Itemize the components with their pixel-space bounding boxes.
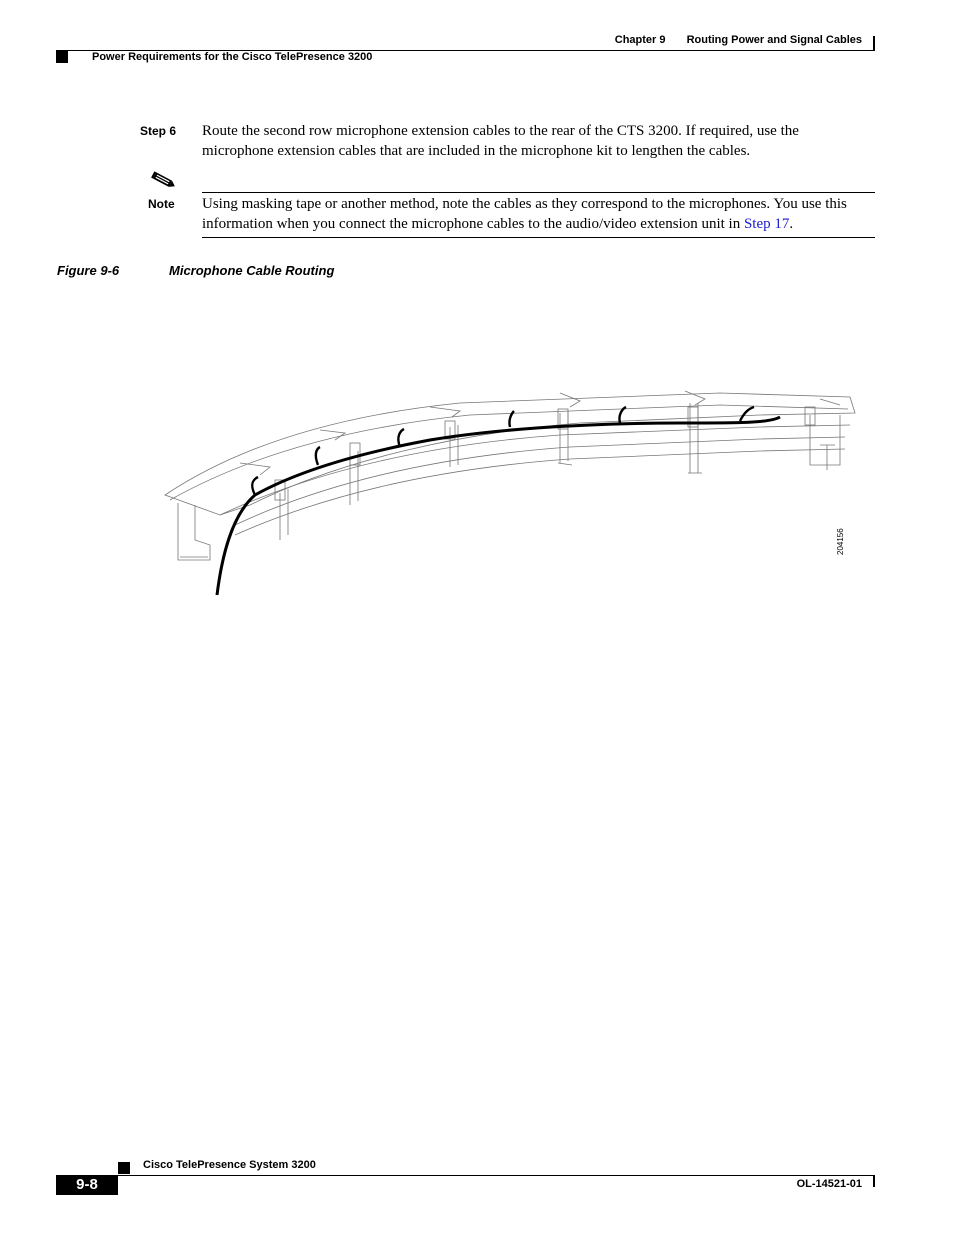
microphone-cable-routing-illustration bbox=[160, 385, 860, 600]
step-17-link[interactable]: Step 17 bbox=[743, 216, 790, 232]
running-header-right bbox=[615, 34, 862, 46]
footer-rule bbox=[56, 1175, 875, 1176]
note-text bbox=[202, 194, 875, 234]
note-text-before: Using masking tape or another method, note the cables as they correspond to the microphones. You use this information when you connect the microphone cables to the audio/video extension unit in bbox=[202, 196, 847, 232]
pencil-icon bbox=[150, 170, 178, 192]
page-number: 9-8 bbox=[56, 1175, 118, 1195]
footer-marker-bar bbox=[873, 1175, 875, 1187]
step-label: Step 6 bbox=[140, 124, 177, 138]
book-title: Cisco TelePresence System 3200 bbox=[143, 1159, 316, 1171]
document-number: OL-14521-01 bbox=[796, 1178, 862, 1190]
footer-marker-square bbox=[118, 1162, 130, 1174]
chapter-title: Routing Power and Signal Cables bbox=[686, 34, 862, 46]
note-text-after: . bbox=[789, 216, 794, 232]
figure-id: 204156 bbox=[836, 528, 845, 555]
figure-number: Figure 9-6 bbox=[57, 263, 120, 278]
note-label: Note bbox=[148, 197, 175, 211]
note-rule-top bbox=[202, 192, 875, 193]
step-text: Route the second row microphone extension cables to the rear of the CTS 3200. If required, use the microphone extension cables that are included in the microphone kit to lengthen the cables. bbox=[202, 123, 799, 159]
header-marker-square bbox=[56, 51, 68, 63]
chapter-number: Chapter 9 bbox=[614, 34, 666, 46]
note-rule-bottom bbox=[202, 237, 875, 238]
section-title: Power Requirements for the Cisco TelePresence 3200 bbox=[92, 51, 373, 63]
header-marker-bar bbox=[873, 36, 875, 50]
figure-title: Microphone Cable Routing bbox=[169, 263, 335, 278]
